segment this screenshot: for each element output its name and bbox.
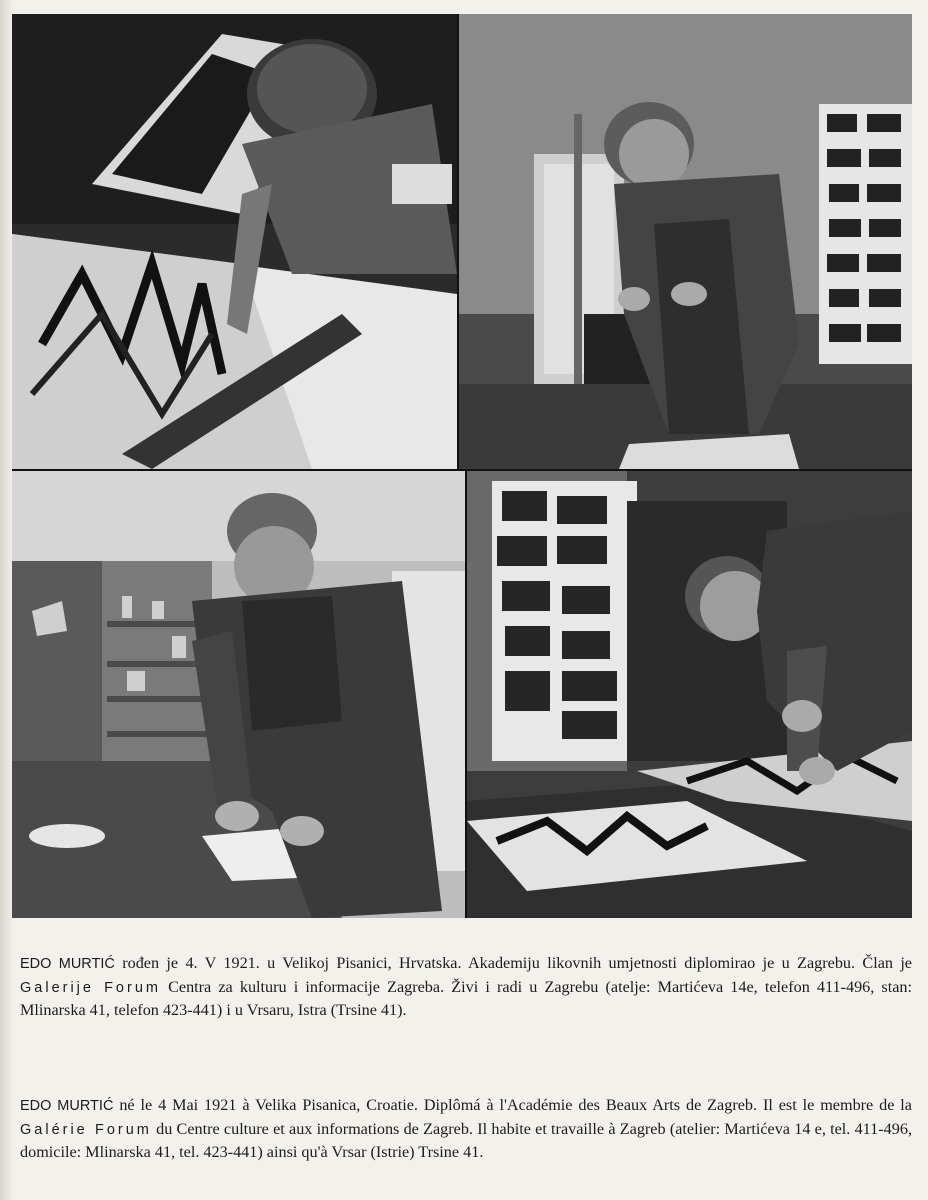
caption-text: du Centre culture et aux informations de Zagreb. Il habite et travaille à Zagreb (atelier: Martićeva 14 e, tel. 411-496, domicile: Mlinarska 41, tel. 423-441) ainsi qu'à Vrsar (Istrie) Trsine 41.	[20, 1119, 912, 1162]
photo-artist-painting-floor-canvas	[12, 14, 457, 469]
gallery-name: Galerije Forum	[20, 979, 161, 996]
gallery-name: Galérie Forum	[20, 1121, 152, 1138]
caption-text: né le 4 Mai 1921 à Velika Pisanica, Croatie. Diplômá à l'Académie des Beaux Arts de Zagreb. Il est le membre de la	[113, 1096, 912, 1115]
biography-caption-croatian	[20, 952, 912, 1022]
photo-artist-at-easel-studio	[459, 14, 912, 469]
biography-caption-french	[20, 1094, 912, 1164]
photo-artist-at-workbench	[12, 471, 465, 918]
photo-grid	[12, 14, 912, 918]
artist-name: EDO MURTIĆ	[20, 956, 115, 973]
photo-artist-bending-over-canvas	[467, 471, 912, 918]
caption-text: rođen je 4. V 1921. u Velikoj Pisanici, Hrvatska. Akademiju likovnih umjetnosti diplomirao je u Zagrebu. Član je	[114, 954, 912, 973]
artist-name: EDO MURTIĆ	[20, 1098, 114, 1115]
caption-text: Centra za kulturu i informacije Zagreba. Živi i radi u Zagrebu (atelje: Martićeva 14e, telefon 411-496, stan: Mlinarska 41, telefon 423-441) i u Vrsaru, Istra (Trsine 41).	[20, 977, 912, 1020]
